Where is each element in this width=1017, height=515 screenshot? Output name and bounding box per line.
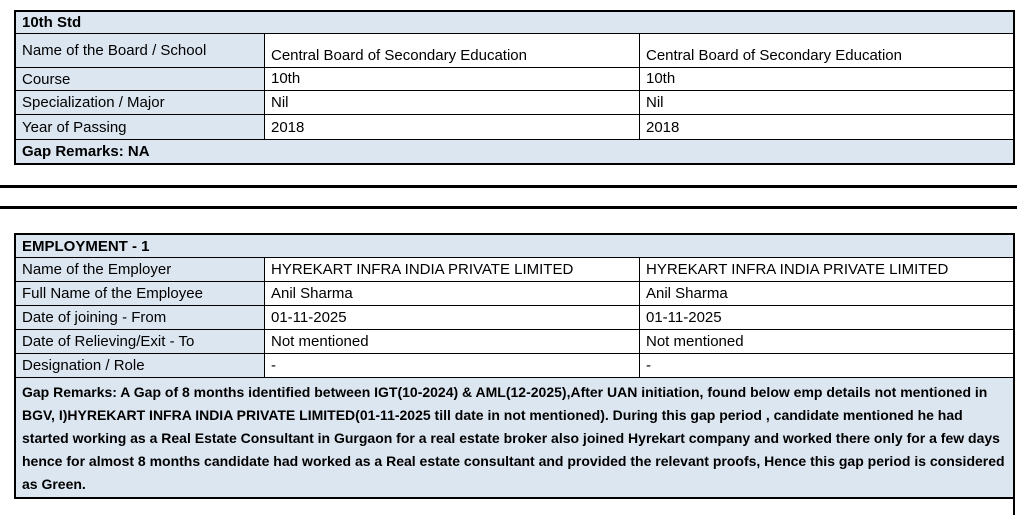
row-label-employer: Name of the Employer (16, 258, 264, 281)
table-row (16, 353, 1013, 377)
employment-section-title: EMPLOYMENT - 1 (16, 235, 1013, 257)
table-row (16, 90, 1013, 114)
row-value-employer-1: HYREKART INFRA INDIA PRIVATE LIMITED (264, 258, 639, 281)
row-value-date-of-joining-1: 01-11-2025 (264, 306, 639, 329)
row-label-date-of-joining: Date of joining - From (16, 306, 264, 329)
row-value-board-school-1: Central Board of Secondary Education (264, 34, 639, 67)
table-row (16, 257, 1013, 281)
row-value-date-of-relieving-2: Not mentioned (639, 330, 1013, 353)
education-gap-remarks: Gap Remarks: NA (16, 139, 1013, 163)
section-separator-line (0, 206, 1017, 209)
employment-gap-remarks: Gap Remarks: A Gap of 8 months identified between IGT(10-2024) & AML(12-2025),After UAN initiation, found below emp details not mentioned in BGV, I)HYREKART INFRA INDIA PRIVATE LIMITED(01-11-2025 till date in not mentioned). During this gap period , candidate mentioned he had started working as a Real Estate Consultant in Gurgaon for a real estate broker also joined Hyrekart company and worked there only for a few days hence for almost 8 months candidate had worked as a Real estate consultant and provided the relevant proofs, Hence this gap period is considered as Green. (16, 377, 1013, 497)
row-value-course-1: 10th (264, 68, 639, 90)
row-value-employer-2: HYREKART INFRA INDIA PRIVATE LIMITED (639, 258, 1013, 281)
employment-table (14, 233, 1015, 499)
row-label-specialization: Specialization / Major (16, 91, 264, 114)
next-section-border-fragment (1013, 499, 1015, 515)
table-row (16, 305, 1013, 329)
row-value-course-2: 10th (639, 68, 1013, 90)
row-value-designation-2: - (639, 354, 1013, 377)
row-label-year-of-passing: Year of Passing (16, 115, 264, 139)
row-value-date-of-joining-2: 01-11-2025 (639, 306, 1013, 329)
section-separator-line (0, 185, 1017, 188)
table-row (16, 114, 1013, 139)
row-value-year-of-passing-2: 2018 (639, 115, 1013, 139)
education-table (14, 10, 1015, 165)
table-row (16, 33, 1013, 67)
row-value-employee-name-2: Anil Sharma (639, 282, 1013, 305)
row-label-board-school: Name of the Board / School (16, 34, 264, 67)
education-section-title: 10th Std (16, 12, 1013, 33)
row-value-specialization-1: Nil (264, 91, 639, 114)
row-value-specialization-2: Nil (639, 91, 1013, 114)
table-row (16, 67, 1013, 90)
row-value-date-of-relieving-1: Not mentioned (264, 330, 639, 353)
row-value-board-school-2: Central Board of Secondary Education (639, 34, 1013, 67)
row-value-designation-1: - (264, 354, 639, 377)
row-label-date-of-relieving: Date of Relieving/Exit - To (16, 330, 264, 353)
table-row (16, 329, 1013, 353)
table-row (16, 281, 1013, 305)
row-label-course: Course (16, 68, 264, 90)
row-value-employee-name-1: Anil Sharma (264, 282, 639, 305)
row-label-designation: Designation / Role (16, 354, 264, 377)
row-label-employee-name: Full Name of the Employee (16, 282, 264, 305)
row-value-year-of-passing-1: 2018 (264, 115, 639, 139)
